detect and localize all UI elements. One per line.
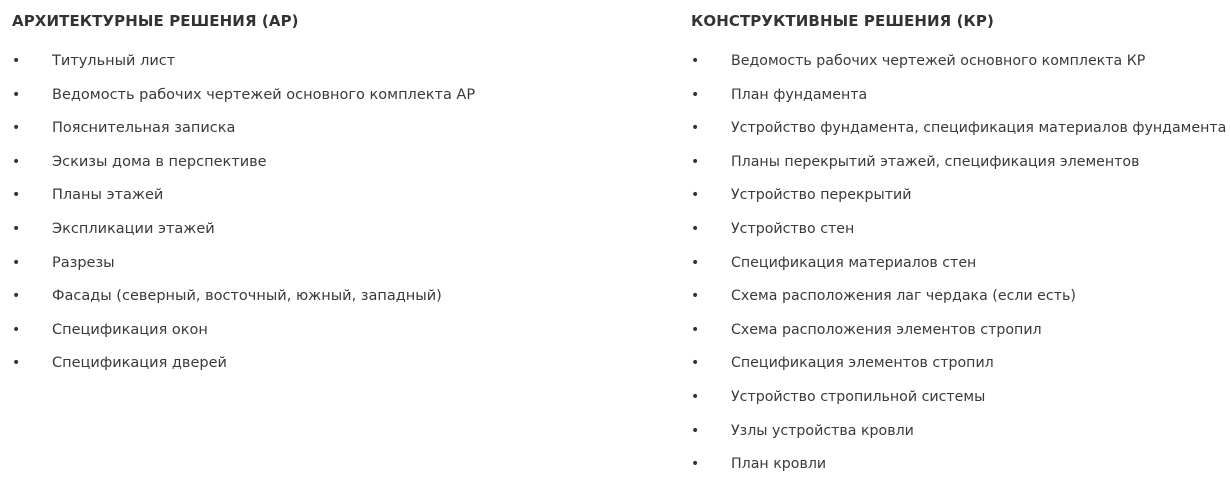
list-item-text: Эскизы дома в перспективе [52,153,267,170]
list-item [12,353,652,387]
list-item [12,286,652,320]
bullet-icon: • [691,422,700,439]
list-item [691,320,1221,354]
list-item [12,152,652,186]
bullet-icon: • [691,288,700,305]
list-item-text: Экспликации этажей [52,220,215,237]
list-item-text: Планы этажей [52,187,164,204]
list-item-text: Титульный лист [52,53,176,69]
list-item [691,286,1221,320]
list-item-text: Узлы устройства кровли [731,422,914,439]
bullet-icon: • [691,86,700,103]
section-architectural [12,10,652,387]
list-item-text: Схема расположения элементов стропил [731,321,1042,338]
bullet-icon: • [12,187,21,204]
list-item-text: Спецификация дверей [52,355,227,372]
bullet-icon: • [691,456,700,473]
list-item [691,152,1221,186]
bullet-icon: • [12,120,21,137]
list-item [691,253,1221,287]
list-item [691,421,1221,455]
list-item [691,185,1221,219]
bullet-icon: • [691,220,700,237]
list-item [12,118,652,152]
section-structural [691,10,1227,488]
list-item [691,387,1221,421]
list-item-text: Ведомость рабочих чертежей основного комплекта АР [52,86,476,103]
list-item [691,51,1221,85]
list-item-text: План кровли [731,456,827,473]
item-list [691,51,1227,488]
list-item-text: Устройство перекрытий [731,187,912,204]
list-item [691,85,1221,119]
bullet-icon: • [691,187,700,204]
bullet-icon: • [12,153,21,170]
list-item [691,454,1221,488]
list-item [12,253,652,287]
list-item-text: Ведомость рабочих чертежей основного комплекта КР [731,53,1146,69]
list-item [12,219,652,253]
list-item-text: Устройство фундамента, спецификация материалов фундамента [731,120,1227,137]
list-item-text: Пояснительная записка [52,120,236,137]
bullet-icon: • [12,53,21,69]
list-item [12,51,652,85]
bullet-icon: • [691,153,700,170]
section-title: АРХИТЕКТУРНЫЕ РЕШЕНИЯ (АР) [12,12,299,30]
bullet-icon: • [691,355,700,372]
bullet-icon: • [12,288,21,305]
bullet-icon: • [12,355,21,372]
bullet-icon: • [691,120,700,137]
list-item-text: План фундамента [731,86,868,103]
bullet-icon: • [12,86,21,103]
bullet-icon: • [12,220,21,237]
list-item [691,219,1221,253]
list-item-text: Спецификация окон [52,321,208,338]
bullet-icon: • [691,321,700,338]
list-item [691,118,1227,152]
list-item [691,353,1221,387]
list-item-text: Спецификация элементов стропил [731,355,994,372]
list-item-text: Схема расположения лаг чердака (если есть) [731,288,1076,305]
list-item-text: Спецификация материалов стен [731,254,977,271]
list-item [12,185,652,219]
list-item-text: Фасады (северный, восточный, южный, западный) [52,288,442,305]
bullet-icon: • [12,321,21,338]
list-item-text: Устройство стропильной системы [731,388,986,405]
list-item [12,85,652,119]
list-item-text: Планы перекрытий этажей, спецификация элементов [731,153,1140,170]
list-item-text: Устройство стен [731,220,855,237]
section-title: КОНСТРУКТИВНЫЕ РЕШЕНИЯ (КР) [691,12,994,30]
bullet-icon: • [691,53,700,69]
bullet-icon: • [12,254,21,271]
bullet-icon: • [691,254,700,271]
item-list [12,51,652,387]
list-item-text: Разрезы [52,254,115,271]
bullet-icon: • [691,388,700,405]
list-item [12,320,652,354]
